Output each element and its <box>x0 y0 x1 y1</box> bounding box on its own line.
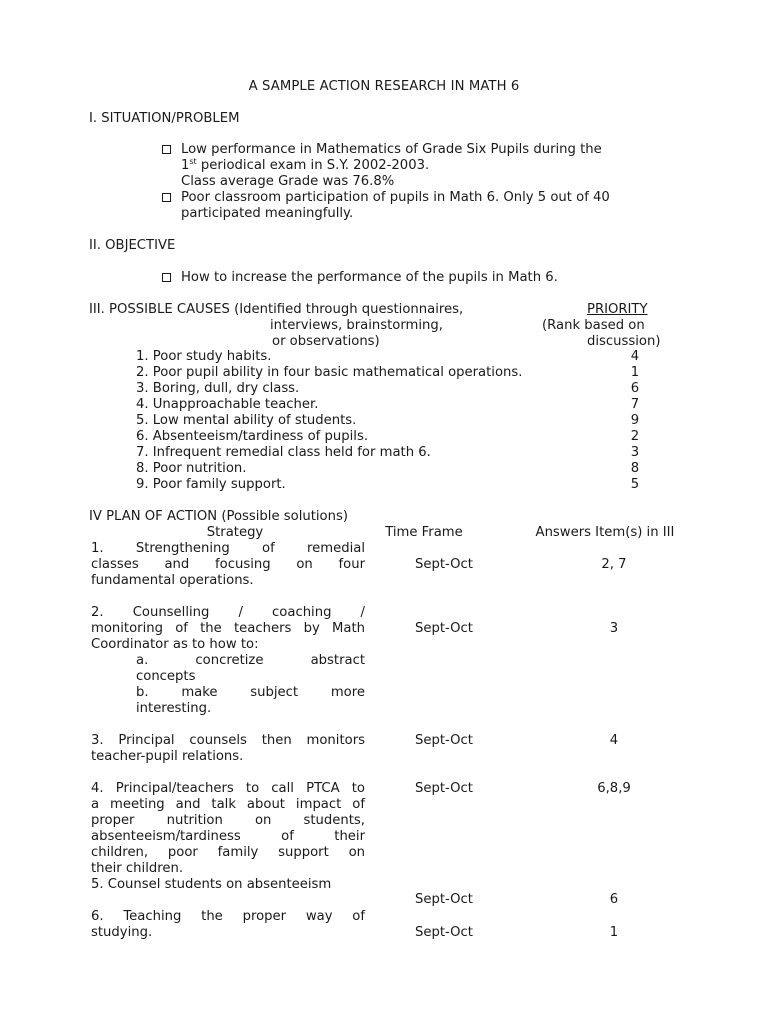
strategy-subline: interesting. <box>136 701 212 716</box>
bullet-text: Class average Grade was 76.8% <box>181 174 395 189</box>
document-title: A SAMPLE ACTION RESEARCH IN MATH 6 <box>248 79 520 94</box>
strategy-line: teacher-pupil relations. <box>91 749 244 764</box>
strategy-line: fundamental operations. <box>91 573 254 588</box>
answers-item: 3 <box>609 621 619 636</box>
strategy-line: their children. <box>91 861 184 876</box>
cause-rank: 9 <box>630 413 640 428</box>
strategy-subline: concepts <box>136 669 196 684</box>
time-frame: Sept-Oct <box>415 621 473 636</box>
priority-heading: PRIORITY <box>587 302 648 317</box>
cause-rank: 1 <box>630 365 640 380</box>
cause-rank: 8 <box>630 461 640 476</box>
time-frame: Sept-Oct <box>415 733 473 748</box>
checkbox-icon <box>162 145 171 154</box>
checkbox-icon <box>162 193 171 202</box>
column-header-answers: Answers Item(s) in III <box>535 525 675 540</box>
answers-item: 6,8,9 <box>597 781 631 796</box>
cause-rank: 7 <box>630 397 640 412</box>
priority-heading: discussion) <box>587 334 661 349</box>
bullet-text: How to increase the performance of the pupils in Math 6. <box>181 270 558 285</box>
cause-rank: 2 <box>630 429 640 444</box>
bullet-text: participated meaningfully. <box>181 206 354 221</box>
cause-item: 7. Infrequent remedial class held for math 6. <box>136 445 431 460</box>
strategy-line: 1. Strengthening of remedial <box>91 541 365 556</box>
section-3-heading: or observations) <box>272 334 380 349</box>
bullet-text: Low performance in Mathematics of Grade Six Pupils during the <box>181 142 602 157</box>
answers-item: 1 <box>609 925 619 940</box>
cause-item: 4. Unapproachable teacher. <box>136 397 319 412</box>
answers-item: 6 <box>609 892 619 907</box>
strategy-line: 3. Principal counsels then monitors <box>91 733 365 748</box>
cause-item: 6. Absenteeism/tardiness of pupils. <box>136 429 369 444</box>
strategy-line: 6. Teaching the proper way of <box>91 909 365 924</box>
column-header-strategy: Strategy <box>206 525 264 540</box>
cause-item: 1. Poor study habits. <box>136 349 272 364</box>
cause-item: 2. Poor pupil ability in four basic mathematical operations. <box>136 365 523 380</box>
strategy-subline: b. make subject more <box>136 685 365 700</box>
time-frame: Sept-Oct <box>415 925 473 940</box>
strategy-line: classes and focusing on four <box>91 557 365 572</box>
strategy-line: absenteeism/tardiness of their <box>91 829 365 844</box>
strategy-line: children, poor family support on <box>91 845 365 860</box>
cause-rank: 3 <box>630 445 640 460</box>
cause-item: 5. Low mental ability of students. <box>136 413 357 428</box>
strategy-line: a meeting and talk about impact of <box>91 797 365 812</box>
time-frame: Sept-Oct <box>415 892 473 907</box>
cause-item: 8. Poor nutrition. <box>136 461 247 476</box>
strategy-line: proper nutrition on students, <box>91 813 365 828</box>
section-4-heading: IV PLAN OF ACTION (Possible solutions) <box>89 509 348 524</box>
cause-rank: 5 <box>630 477 640 492</box>
strategy-line: studying. <box>91 925 153 940</box>
section-1-heading: I. SITUATION/PROBLEM <box>89 111 240 126</box>
strategy-line: 4. Principal/teachers to call PTCA to <box>91 781 365 796</box>
bullet-text: 1st periodical exam in S.Y. 2002-2003. <box>181 157 430 173</box>
section-3-heading: interviews, brainstorming, <box>270 318 443 333</box>
strategy-line: Coordinator as to how to: <box>91 637 259 652</box>
answers-item: 4 <box>609 733 619 748</box>
cause-rank: 6 <box>630 381 640 396</box>
section-2-heading: II. OBJECTIVE <box>89 238 176 253</box>
time-frame: Sept-Oct <box>415 781 473 796</box>
bullet-text: Poor classroom participation of pupils in Math 6. Only 5 out of 40 <box>181 190 610 205</box>
time-frame: Sept-Oct <box>415 557 473 572</box>
priority-heading: (Rank based on <box>542 318 645 333</box>
strategy-subline: a. concretize abstract <box>136 653 365 668</box>
column-header-timeframe: Time Frame <box>385 525 463 540</box>
cause-item: 3. Boring, dull, dry class. <box>136 381 300 396</box>
checkbox-icon <box>162 273 171 282</box>
strategy-line: 2. Counselling / coaching / <box>91 605 365 620</box>
strategy-line: 5. Counsel students on absenteeism <box>91 877 332 892</box>
answers-item: 2, 7 <box>601 557 627 572</box>
strategy-line: monitoring of the teachers by Math <box>91 621 365 636</box>
cause-item: 9. Poor family support. <box>136 477 286 492</box>
cause-rank: 4 <box>630 349 640 364</box>
section-3-heading: III. POSSIBLE CAUSES (Identified through questionnaires, <box>89 302 464 317</box>
